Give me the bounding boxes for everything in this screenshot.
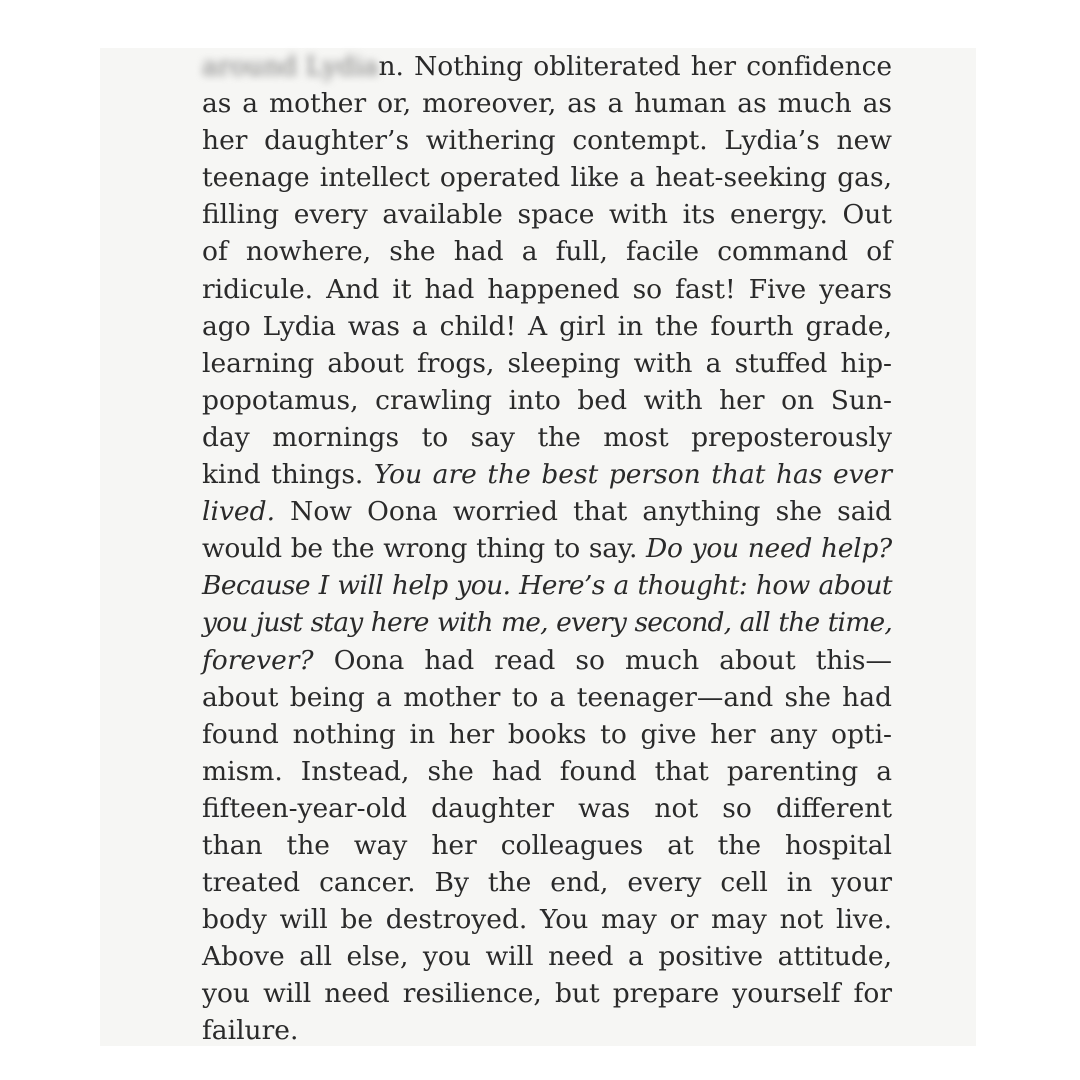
text-line <box>202 864 892 901</box>
text-line <box>202 827 892 864</box>
text-segment: Now Oona worried that anything she said <box>275 496 892 528</box>
text-line <box>202 271 892 308</box>
text-segment: body will be destroyed. You may or may not live. <box>202 904 892 936</box>
text-segment: you will need resilience, but prepare yourself for <box>202 978 892 1010</box>
text-line <box>202 345 892 382</box>
text-line <box>202 85 892 122</box>
italic-segment: you just stay here with me, every second, all the time, <box>202 607 892 639</box>
text-line <box>202 901 892 938</box>
text-segment: would be the wrong thing to say. <box>202 533 647 565</box>
text-line <box>202 679 892 716</box>
text-segment: than the way her colleagues at the hospital <box>202 829 892 861</box>
text-segment: learning about frogs, sleeping with a stuffed hip- <box>202 347 892 379</box>
text-line <box>202 567 892 604</box>
text-segment: popotamus, crawling into bed with her on Sun- <box>202 384 892 416</box>
text-segment: treated cancer. By the end, every cell in your <box>202 867 892 899</box>
text-line <box>202 790 892 827</box>
text-line <box>202 716 892 753</box>
text-line <box>202 753 892 790</box>
text-line <box>202 493 892 530</box>
text-line <box>202 382 892 419</box>
text-segment: kind things. <box>202 459 374 491</box>
text-segment: as a mother or, moreover, as a human as much as <box>202 88 892 120</box>
blurred-fragment: around Lydia <box>202 51 379 82</box>
text-line <box>202 233 892 270</box>
text-segment: about being a mother to a teenager—and she had <box>202 681 892 713</box>
italic-segment: lived. <box>202 496 275 528</box>
text-line <box>202 530 892 567</box>
text-segment: n. Nothing obliterated her confidence <box>378 51 892 82</box>
text-segment: of nowhere, she had a full, facile command of <box>202 236 892 268</box>
text-line <box>202 456 892 493</box>
text-segment: fifteen-year-old daughter was not so different <box>202 792 892 824</box>
italic-segment: Because I will help you. Here’s a thought: how about <box>202 570 892 602</box>
text-segment: ago Lydia was a child! A girl in the fourth grade, <box>202 310 892 342</box>
text-line <box>202 308 892 345</box>
italic-segment: Do you need help? <box>646 533 892 565</box>
text-line <box>202 642 892 679</box>
text-segment: Oona had read so much about this— <box>313 644 892 676</box>
text-line <box>202 604 892 641</box>
passage-text <box>202 48 892 1050</box>
text-line <box>202 196 892 233</box>
italic-segment: forever? <box>202 644 314 676</box>
text-segment: failure. <box>202 1015 299 1047</box>
text-segment: teenage intellect operated like a heat-seeking gas, <box>202 162 892 194</box>
text-segment: mism. Instead, she had found that parenting a <box>202 755 892 787</box>
text-segment: found nothing in her books to give her any opti- <box>202 718 892 750</box>
text-line <box>202 419 892 456</box>
text-segment: ridicule. And it had happened so fast! Five years <box>202 273 892 305</box>
text-segment: Above all else, you will need a positive attitude, <box>202 941 892 973</box>
italic-segment: You are the best person that has ever <box>373 459 892 491</box>
text-segment: filling every available space with its energy. Out <box>202 199 892 231</box>
text-line <box>202 48 892 85</box>
text-segment: her daughter’s withering contempt. Lydia’s new <box>202 125 892 157</box>
text-line <box>202 122 892 159</box>
text-line <box>202 975 892 1012</box>
text-line <box>202 159 892 196</box>
text-segment: day mornings to say the most preposterously <box>202 421 892 453</box>
text-line <box>202 1012 892 1049</box>
text-line <box>202 938 892 975</box>
